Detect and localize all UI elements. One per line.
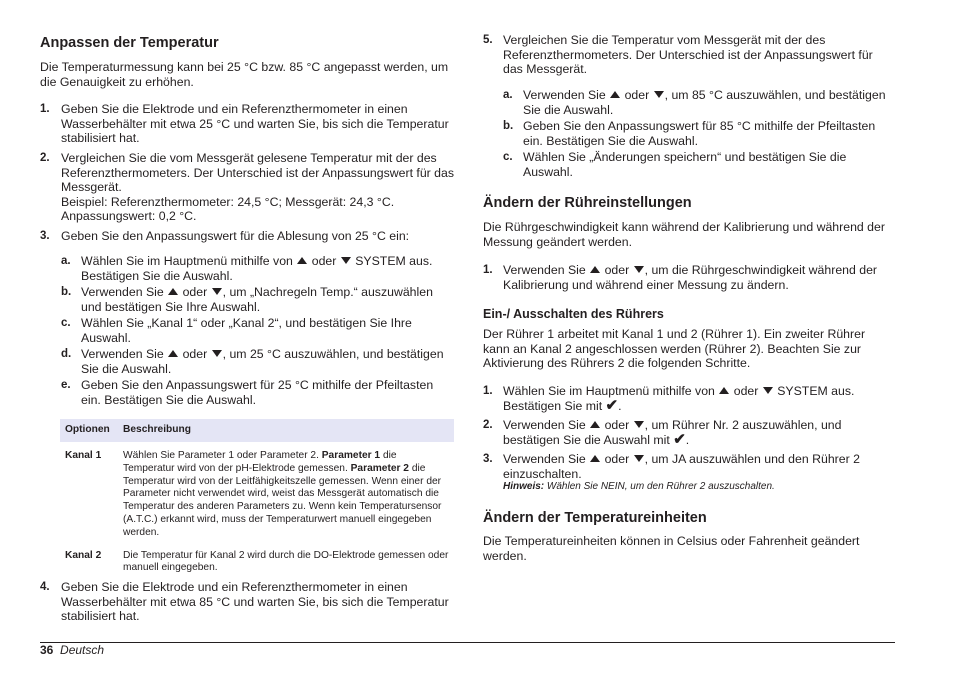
arrow-down-icon [654,91,664,98]
intro-text: Die Temperaturmessung kann bei 25 °C bzw. 85 °C angepasst werden, um die Genauigkeit zu erhöhen. [40,60,449,89]
step-example: Beispiel: Referenzthermometer: 24,5 °C; Messgerät: 24,3 °C. [61,194,395,209]
step-text-part: Verwenden Sie [503,418,586,432]
substep-label: d. [61,348,72,360]
step-adjustment-value: Anpassungswert: 0,2 °C. [61,209,197,224]
substep-text [81,285,454,314]
arrow-up-icon [590,266,600,273]
step-text-part: oder [604,418,630,432]
step-text [61,151,454,224]
substep-text [81,347,454,376]
step-main: Vergleichen Sie die vom Messgerät gelesene Temperatur mit der des Referenzthermometers. Der Unterschied ist der Anpassungswert für das Messgerät. [61,151,454,195]
step-text [503,263,895,292]
arrow-up-icon [590,421,600,428]
step-text: Geben Sie die Elektrode und ein Referenzthermometer in einen Wasserbehälter mit etwa 85 °C und warten Sie, bis sich die Temperatur stabilisiert hat. [61,580,449,624]
step-number: 1. [483,264,493,276]
substep-label: b. [503,120,514,132]
arrow-up-icon [297,257,307,264]
step-text-part: oder [604,452,630,466]
arrow-down-icon [634,455,644,462]
step-number: 2. [40,152,50,164]
substep-text-part: oder [624,88,650,102]
table-header-options: Optionen [60,419,118,442]
intro-text: Die Rührgeschwindigkeit kann während der Kalibrierung und während der Messung geändert werden. [483,220,885,249]
step-text: Geben Sie den Anpassungswert für die Ablesung von 25 °C ein: [61,229,410,243]
step-text: Geben Sie die Elektrode und ein Referenzthermometer in einen Wasserbehälter mit etwa 25 °C und warten Sie, bis sich die Temperatur stabilisiert hat. [61,102,449,146]
table-cell-description: Die Temperatur für Kanal 2 wird durch die DO-Elektrode gemessen oder manuell eingegeben. [123,549,449,574]
hint-label: Hinweis: [503,481,545,492]
substep-text: Wählen Sie „Änderungen speichern“ und bestätigen Sie die Auswahl. [523,150,847,179]
hint-note [503,481,895,493]
desc-bold: Parameter 2 [350,462,409,474]
step-number: 5. [483,34,493,46]
substep-text-part: oder [311,254,337,268]
step-text-part: , um die Rührgeschwindigkeit während der Kalibrierung und während einer Messung zu ändern. [503,263,878,292]
arrow-up-icon [590,455,600,462]
step-text [503,418,895,447]
step-text-part: oder [604,263,630,277]
substep-text-part: Verwenden Sie [81,285,164,299]
substep-text-part: , um 85 °C auszuwählen, und bestätigen Sie die Auswahl. [523,88,886,117]
arrow-down-icon [212,350,222,357]
section-heading-stirring: Ändern der Rühreinstellungen [483,195,692,211]
substep-text-part: Verwenden Sie [81,347,164,361]
step-text-part: Wählen Sie im Hauptmenü mithilfe von [503,384,715,398]
table-row [60,442,454,540]
arrow-down-icon [634,421,644,428]
step-text-part: , um JA auszuwählen und den Rührer 2 einzuschalten. [503,452,860,481]
footer-language: Deutsch [60,643,105,657]
step-text: Vergleichen Sie die Temperatur vom Messgerät mit der des Referenzthermometers. Der Unterschied ist der Anpassungswert für das Messgerät. [503,33,873,77]
substep-text-part: oder [182,347,208,361]
arrow-up-icon [168,288,178,295]
substep-text: Geben Sie den Anpassungswert für 85 °C mithilfe der Pfeiltasten ein. Bestätigen Sie die Auswahl. [523,119,876,148]
options-table [60,419,454,575]
substep-text-part: , um „Nachregeln Temp.“ auszuwählen und bestätigen Sie Ihre Auswahl. [81,285,433,314]
substep-label: e. [61,379,71,391]
substep-label: a. [61,255,71,267]
step-text-part: . [685,432,690,447]
step-number: 3. [40,230,50,242]
substep-text [81,254,454,283]
step-number: 1. [40,103,50,115]
substep-text-part: Wählen Sie im Hauptmenü mithilfe von [81,254,293,268]
step-text-part: . [618,398,622,413]
table-header-description: Beschreibung [118,419,454,442]
substep-label: a. [503,89,513,101]
arrow-up-icon [719,387,729,394]
step-text [503,384,895,413]
substep-text-part: oder [182,285,208,299]
step-number: 3. [483,453,493,465]
desc-part: die Temperatur wird von der pH-Elektrode gemessen. [123,450,397,474]
checkmark-icon: ✔ [605,396,619,414]
intro-text: Der Rührer 1 arbeitet mit Kanal 1 und 2 (Rührer 1). Ein zweiter Rührer kann an Kanal 2 angeschlossen werden (Rührer 2). Beachten Sie zur Aktivierung des Rührers 2 die folgenden Schritte. [483,327,866,371]
desc-bold: Parameter 1 [321,450,381,461]
step-text-part: oder [733,384,759,398]
page-footer [40,643,104,657]
section-heading-adjust-temperature: Anpassen der Temperatur [40,35,219,51]
step-text [503,452,895,481]
subsection-heading-stirrer: Ein-/ Ausschalten des Rührers [483,307,664,321]
substep-text: Wählen Sie „Kanal 1“ oder „Kanal 2“, und bestätigen Sie Ihre Auswahl. [81,316,412,345]
substep-label: b. [61,286,72,298]
checkmark-icon: ✔ [673,430,686,448]
step-number: 4. [40,581,50,593]
substep-text-part: Verwenden Sie [523,88,606,102]
table-cell-key: Kanal 1 [65,450,102,461]
arrow-down-icon [341,257,351,264]
intro-text: Die Temperatureinheiten können in Celsius oder Fahrenheit geändert werden. [483,534,860,563]
step-text-part: Verwenden Sie [503,452,586,466]
substep-label: c. [503,151,513,163]
page-number: 36 [40,643,54,657]
arrow-up-icon [168,350,178,357]
step-number: 2. [483,419,493,431]
arrow-down-icon [763,387,773,394]
substep-text [523,88,895,117]
hint-text: Wählen Sie NEIN, um den Rührer 2 auszuschalten. [546,481,775,492]
step-text-part: , um Rührer Nr. 2 auszuwählen, und bestätigen Sie die Auswahl mit [503,418,842,447]
desc-part: die Temperatur wird von der Leitfähigkeitszelle gemessen. Wenn einer der Parameter nicht verwendet wird, weist das Messgerät automatisch die Temperatur des anderen Parameters zu. Wenn kein Temperatursensor (A.T.C.) erkannt wird, muss der Temperaturwert manuell eingegeben werden. [123,462,442,538]
step-text-part: SYSTEM aus. Bestätigen Sie mit [503,384,855,413]
arrow-down-icon [212,288,222,295]
step-number: 1. [483,385,493,397]
options-table-wrapper [60,419,454,575]
desc-part: Wählen Sie Parameter 1 oder Parameter 2. [123,450,319,461]
table-row [60,540,454,576]
arrow-down-icon [634,266,644,273]
step-text-part: Verwenden Sie [503,263,586,277]
arrow-up-icon [610,91,620,98]
footer-divider [40,642,895,643]
substep-text-part: , um 25 °C auszuwählen, und bestätigen Sie die Auswahl. [81,347,444,376]
table-cell-description [118,442,454,540]
substep-text-part: SYSTEM aus. Bestätigen Sie die Auswahl. [81,254,433,283]
table-cell-key: Kanal 2 [65,549,102,561]
substep-text: Geben Sie den Anpassungswert für 25 °C mithilfe der Pfeiltasten ein. Bestätigen Sie die Auswahl. [81,378,434,407]
section-heading-temperature-units: Ändern der Temperatureinheiten [483,510,707,526]
substep-label: c. [61,317,71,329]
